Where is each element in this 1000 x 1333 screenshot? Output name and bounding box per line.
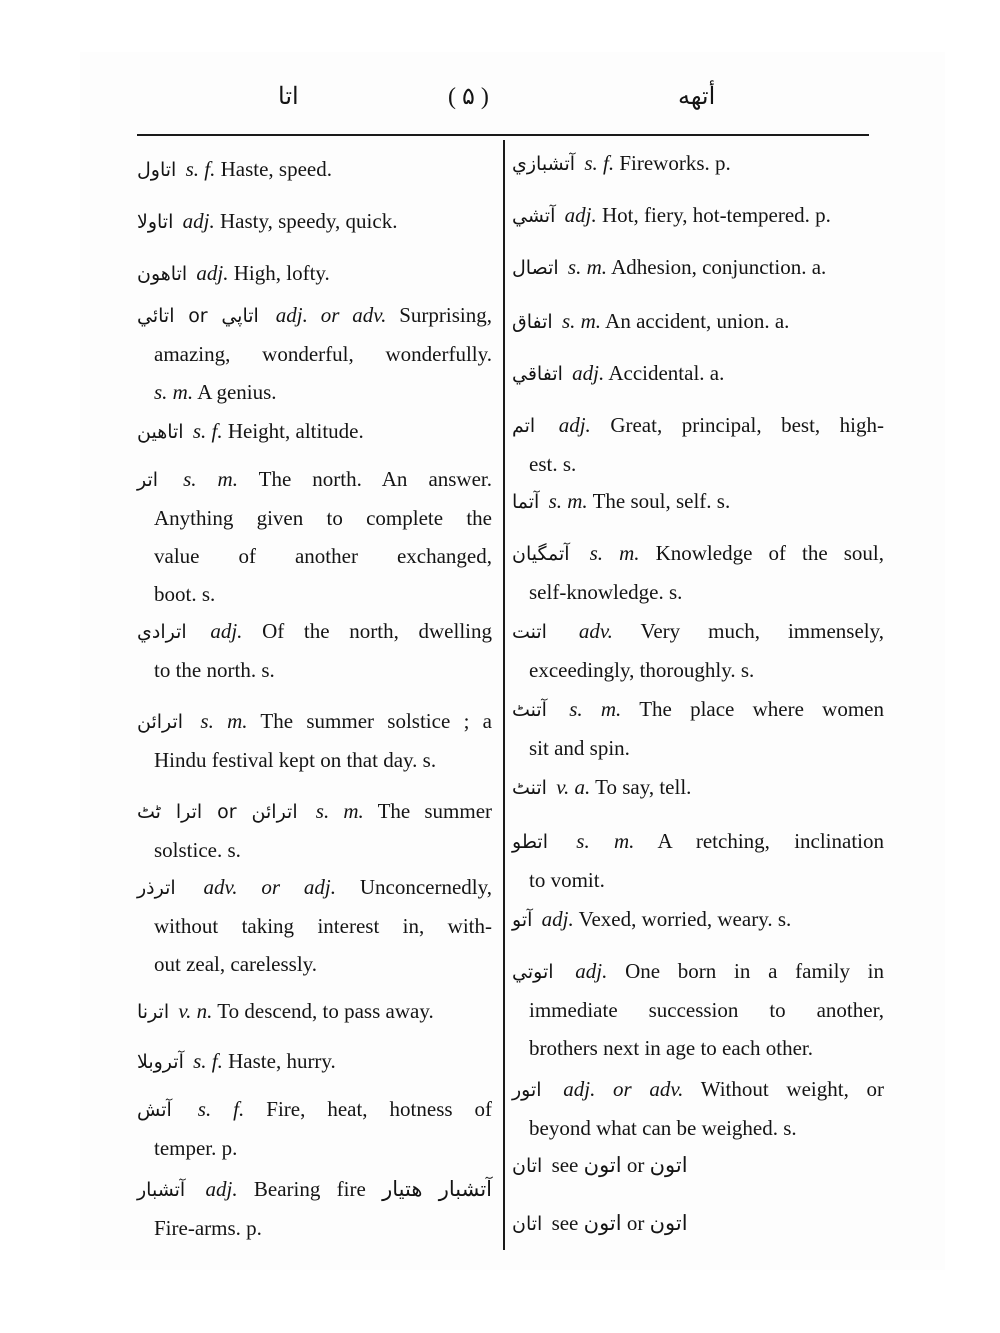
definition-text: Very much, immensely, [640, 619, 885, 643]
entry-continuation-line [512, 861, 884, 899]
entry-first-line [512, 482, 884, 521]
entry-first-line [512, 1146, 884, 1185]
headword: اتان [512, 1213, 543, 1235]
headword: اتنت [512, 621, 547, 643]
definition-text: self-knowledge. s. [529, 580, 683, 604]
headword: اتصال [512, 257, 559, 279]
definition-text: High, lofty. [233, 261, 330, 285]
grammar-label: v. n. [178, 999, 213, 1023]
definition-text: The north. An answer. [258, 467, 493, 491]
headword: اترذر [137, 877, 176, 899]
definition-text: Knowledge of the soul, [655, 541, 885, 565]
entry-first-line [512, 690, 884, 729]
entry-first-line [512, 900, 884, 939]
definition-text: immediate succession to another, [529, 998, 884, 1022]
dictionary-entry [137, 460, 492, 613]
dictionary-entry [137, 792, 492, 869]
grammar-label: s. m. [183, 467, 238, 491]
entry-first-line [512, 534, 884, 573]
grammar-label: s. m. [567, 255, 607, 279]
headword: آتشبار [137, 1179, 186, 1201]
grammar-label: adj. [541, 907, 574, 931]
entry-first-line [137, 150, 492, 189]
definition-text: see اتون or اتون [551, 1211, 688, 1235]
dictionary-entry [512, 690, 884, 767]
entry-first-line [512, 822, 884, 861]
definition-text: without taking interest in, with- [154, 914, 492, 938]
headword: اتاهين [137, 421, 184, 443]
grammar-label: s. m. [154, 380, 194, 404]
grammar-label: adj. [572, 361, 605, 385]
entry-continuation-line [137, 831, 492, 869]
entry-first-line [137, 1090, 492, 1129]
grammar-label: s. f. [197, 1097, 245, 1121]
entry-continuation-line [137, 907, 492, 945]
grammar-label: s. m. [576, 829, 635, 853]
entry-continuation-line [512, 991, 884, 1029]
dictionary-entry [512, 248, 884, 287]
grammar-label: adj. [205, 1177, 238, 1201]
header-right-word: أتهه [678, 84, 716, 110]
definition-text: Unconcernedly, [359, 875, 492, 899]
headword: اتنٹ [512, 777, 547, 799]
entry-first-line [512, 612, 884, 651]
definition-text: exceedingly, thoroughly. s. [529, 658, 755, 682]
dictionary-entry [137, 702, 492, 779]
dictionary-entry [512, 952, 884, 1067]
entry-first-line [512, 1204, 884, 1243]
entry-continuation-line [137, 335, 492, 373]
definition-text: Height, altitude. [227, 419, 364, 443]
entry-first-line [137, 792, 492, 831]
grammar-label: adj. [575, 959, 608, 983]
grammar-label: s. m. [561, 309, 602, 333]
definition-text: The summer solstice ; a [260, 709, 493, 733]
grammar-label: adj. [196, 261, 229, 285]
grammar-label: s. f. [192, 419, 223, 443]
dictionary-entry [512, 482, 884, 521]
headword: اتر [137, 469, 159, 491]
definition-text: Fireworks. p. [619, 151, 731, 175]
headword: اتفاقي [512, 363, 563, 385]
grammar-label: s. m. [589, 541, 640, 565]
headword: آتنٹ [512, 699, 547, 721]
definition-text: An accident, union. a. [605, 309, 790, 333]
grammar-label: adv. or adj. [203, 875, 336, 899]
entry-continuation-line [137, 1209, 492, 1247]
dictionary-entry [137, 412, 492, 451]
headword: اترائن [137, 711, 184, 733]
dictionary-entry [137, 202, 492, 241]
definition-text: Adhesion, conjunction. a. [611, 255, 827, 279]
entry-continuation-line [512, 651, 884, 689]
headword: آتو [512, 909, 533, 931]
headword: اترادي [137, 621, 187, 643]
headword: آتروبلا [137, 1051, 184, 1073]
definition-text: Hasty, speedy, quick. [219, 209, 398, 233]
dictionary-entry [512, 1204, 884, 1243]
grammar-label: adj. or adv. [275, 303, 387, 327]
entry-first-line [512, 768, 884, 807]
definition-text: Anything given to complete the [154, 506, 492, 530]
definition-text: to vomit. [529, 868, 605, 892]
definition-text: Haste, hurry. [228, 1049, 336, 1073]
definition-text: sit and spin. [529, 736, 630, 760]
dictionary-entry [512, 534, 884, 611]
dictionary-entry [137, 612, 492, 689]
dictionary-entry [137, 1170, 492, 1247]
entry-first-line [137, 992, 492, 1031]
grammar-label: adj. [182, 209, 215, 233]
definition-text: temper. p. [154, 1136, 238, 1160]
entry-first-line [512, 302, 884, 341]
definition-text: solstice. s. [154, 838, 241, 862]
definition-text: beyond what can be weighed. s. [529, 1116, 797, 1140]
entry-first-line [512, 1070, 884, 1109]
headword: اتان [512, 1155, 543, 1177]
definition-text: Haste, speed. [220, 157, 332, 181]
grammar-label: adj. [558, 413, 591, 437]
entry-first-line [137, 612, 492, 651]
grammar-label: s. f. [193, 1049, 223, 1073]
definition-text: A genius. [197, 380, 277, 404]
definition-text: Surprising, [399, 303, 493, 327]
headword: آتشي [512, 205, 556, 227]
definition-text: see اتون or اتون [551, 1153, 688, 1177]
definition-text: A retching, inclination [657, 829, 885, 853]
definition-text: est. s. [529, 452, 577, 476]
grammar-label: adj. or adv. [563, 1077, 684, 1101]
definition-text: Accidental. a. [608, 361, 725, 385]
entry-first-line [137, 202, 492, 241]
entry-first-line [137, 1170, 492, 1209]
entry-first-line [512, 952, 884, 991]
headword: اتاهون [137, 263, 188, 285]
dictionary-entry [512, 900, 884, 939]
headword: آتمگيان [512, 543, 570, 565]
entry-continuation-line [512, 445, 884, 483]
entry-continuation-line [512, 729, 884, 767]
definition-text: To descend, to pass away. [217, 999, 434, 1023]
dictionary-entry [137, 254, 492, 293]
dictionary-entry [137, 296, 492, 411]
headword: اتور [512, 1079, 542, 1101]
grammar-label: s. m. [548, 489, 588, 513]
definition-text: brothers next in age to each other. [529, 1036, 813, 1060]
grammar-label: adj. [564, 203, 597, 227]
dictionary-entry [512, 144, 884, 183]
grammar-label: adj. [210, 619, 243, 643]
dictionary-entry [512, 354, 884, 393]
definition-text: amazing, wonderful, wonderfully. [154, 342, 492, 366]
definition-text: Bearing fire آتشبار هتيار [253, 1177, 492, 1201]
dictionary-entry [137, 992, 492, 1031]
headword: آتش [137, 1099, 172, 1121]
entry-continuation-line [137, 373, 492, 411]
headword: اترائن or اترا ٹٹ [137, 801, 298, 823]
header-rule [137, 134, 869, 136]
definition-text: The place where women [639, 697, 884, 721]
entry-continuation-line [512, 573, 884, 611]
grammar-label: s. m. [569, 697, 622, 721]
grammar-label: adv. [578, 619, 613, 643]
entry-first-line [137, 254, 492, 293]
entry-continuation-line [137, 575, 492, 613]
dictionary-entry [512, 1146, 884, 1185]
definition-text: Without weight, or [700, 1077, 884, 1101]
definition-text: boot. s. [154, 582, 216, 606]
entry-continuation-line [137, 945, 492, 983]
dictionary-entry [512, 822, 884, 899]
entry-first-line [512, 248, 884, 287]
headword: آتما [512, 491, 540, 513]
definition-text: The summer [377, 799, 493, 823]
grammar-label: v. a. [556, 775, 591, 799]
entry-first-line [137, 868, 492, 907]
entry-continuation-line [512, 1029, 884, 1067]
entry-first-line [137, 702, 492, 741]
headword: اترنا [137, 1001, 170, 1023]
definition-text: Fire, heat, hotness of [266, 1097, 493, 1121]
entry-continuation-line [137, 741, 492, 779]
grammar-label: s. f. [185, 157, 216, 181]
headword: اتاپي or اتائي [137, 305, 259, 327]
column-divider [503, 140, 505, 1250]
entry-first-line [512, 406, 884, 445]
page-number: ( ۵ ) [448, 84, 489, 110]
headword: اتم [512, 415, 536, 437]
entry-continuation-line [137, 537, 492, 575]
dictionary-entry [137, 1090, 492, 1167]
definition-text: One born in a family in [625, 959, 885, 983]
definition-text: To say, tell. [595, 775, 692, 799]
entry-first-line [512, 144, 884, 183]
definition-text: Of the north, dwelling [262, 619, 492, 643]
entry-continuation-line [512, 1109, 884, 1147]
dictionary-entry [512, 1070, 884, 1147]
headword: آتشبازي [512, 153, 576, 175]
definition-text: Fire-arms. p. [154, 1216, 262, 1240]
dictionary-entry [512, 768, 884, 807]
grammar-label: s. f. [584, 151, 615, 175]
definition-text: Great, principal, best, high- [610, 413, 884, 437]
dictionary-entry [137, 868, 492, 983]
entry-first-line [512, 354, 884, 393]
headword: اتوتي [512, 961, 554, 983]
entry-first-line [137, 296, 492, 335]
headword: اتاول [137, 159, 177, 181]
header-left-word: اتا [278, 84, 299, 110]
definition-text: Hot, fiery, hot-tempered. p. [601, 203, 831, 227]
entry-first-line [137, 460, 492, 499]
entry-first-line [137, 412, 492, 451]
definition-text: Hindu festival kept on that day. s. [154, 748, 437, 772]
entry-continuation-line [137, 1129, 492, 1167]
definition-text: to the north. s. [154, 658, 275, 682]
dictionary-entry [512, 196, 884, 235]
entry-first-line [137, 1042, 492, 1081]
grammar-label: s. m. [315, 799, 364, 823]
headword: اتطو [512, 831, 548, 853]
entry-continuation-line [137, 499, 492, 537]
dictionary-entry [512, 302, 884, 341]
dictionary-entry [512, 612, 884, 689]
headword: اتاولا [137, 211, 174, 233]
headword: اتفاق [512, 311, 553, 333]
dictionary-entry [137, 150, 492, 189]
definition-text: The soul, self. s. [592, 489, 731, 513]
dictionary-entry [512, 406, 884, 483]
definition-text: value of another exchanged, [154, 544, 492, 568]
entry-continuation-line [137, 651, 492, 689]
dictionary-entry [137, 1042, 492, 1081]
definition-text: out zeal, carelessly. [154, 952, 318, 976]
entry-first-line [512, 196, 884, 235]
grammar-label: s. m. [200, 709, 248, 733]
definition-text: Vexed, worried, weary. s. [578, 907, 792, 931]
